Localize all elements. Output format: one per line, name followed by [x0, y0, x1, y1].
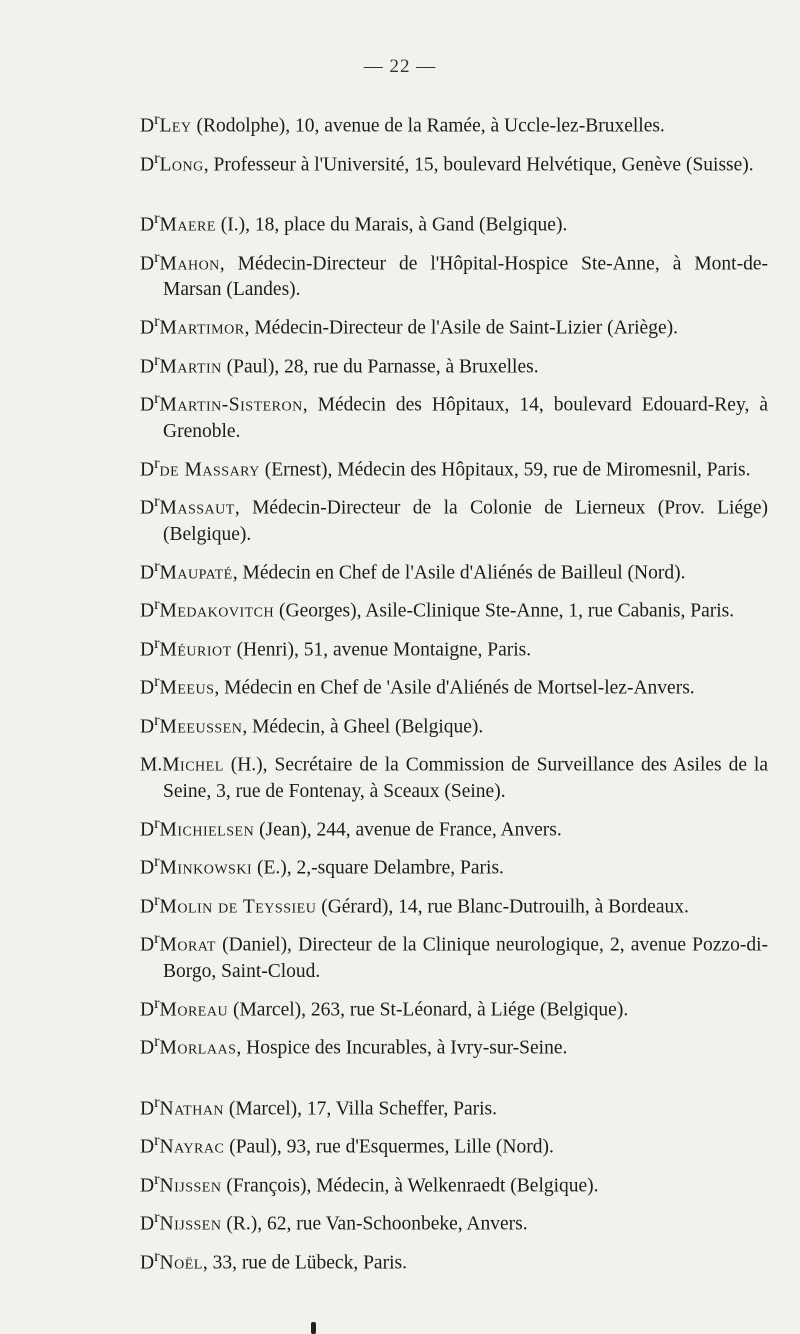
entry-name: Michel — [162, 754, 224, 776]
entry-name: Martin — [159, 356, 222, 377]
entry-title-sup: r — [154, 852, 160, 870]
entry-title: D — [140, 394, 155, 416]
entry-title-sup: r — [154, 595, 160, 613]
entry-title-sup: r — [154, 148, 160, 167]
entry-title: D — [140, 497, 155, 519]
entry-name: Nijssen — [159, 1213, 222, 1235]
entry-details: (Paul), 93, rue d'Esquermes, Lille (Nord). — [224, 1136, 554, 1158]
entry-title-sup: r — [154, 929, 160, 947]
list-entry — [140, 990, 768, 1024]
entry-title: D — [140, 819, 155, 840]
entry-details: (I.), 18, place du Marais, à Gand (Belgique). — [215, 214, 568, 236]
entry-title-sup: r — [154, 1246, 160, 1265]
entry-title: D — [140, 1213, 155, 1235]
entry-title: D — [140, 857, 155, 879]
entry-details: (Daniel), Directeur de la Clinique neurologique, 2, avenue Pozzo-di-Borgo, Saint-Cloud. — [163, 934, 768, 982]
entry-name: Maere — [159, 214, 216, 236]
list-entry — [140, 450, 768, 484]
list-entry — [140, 205, 768, 239]
entry-details: , 33, rue de Lübeck, Paris. — [202, 1252, 407, 1273]
entry-details: , Médecin des Hôpitaux, 14, boulevard Edouard-Rey, à Grenoble. — [163, 394, 768, 442]
entry-name: Méuriot — [159, 639, 232, 660]
list-entry — [140, 1243, 768, 1277]
list-entry — [140, 1127, 768, 1161]
entry-title-sup: r — [154, 389, 160, 407]
entry-details: , Médecin-Directeur de la Colonie de Lierneux (Prov. Liége) (Belgique). — [163, 497, 768, 545]
entry-details: (Paul), 28, rue du Parnasse, à Bruxelles. — [221, 356, 539, 377]
entry-details: (Ernest), Médecin des Hôpitaux, 59, rue de Miromesnil, Paris. — [259, 459, 751, 480]
entry-title-sup: r — [154, 813, 160, 832]
entry-title-sup: r — [154, 110, 160, 128]
list-entry — [140, 145, 768, 179]
entry-name: Michielsen — [159, 819, 255, 840]
list-entry — [140, 810, 768, 844]
entry-name: Meeussen — [159, 716, 243, 737]
list-entry — [140, 553, 768, 587]
list-entry — [140, 244, 768, 304]
entry-details: , Médecin en Chef de 'Asile d'Aliénés de Mortsel-lez-Anvers. — [214, 677, 695, 699]
entry-title: D — [140, 214, 155, 236]
entry-name: Martin-Sisteron — [159, 394, 303, 416]
entry-title: D — [140, 459, 155, 480]
list-entry — [140, 668, 768, 702]
entry-title: D — [140, 356, 155, 377]
entry-details: (R.), 62, rue Van-Schoonbeke, Anvers. — [221, 1213, 528, 1235]
list-entry — [140, 385, 768, 445]
entry-title: D — [140, 562, 155, 583]
entry-name: Ley — [159, 115, 192, 137]
entry-title-sup: r — [154, 209, 160, 227]
entry-title: D — [140, 115, 155, 137]
entry-title: D — [140, 934, 155, 956]
entry-name: Long — [159, 154, 204, 175]
entry-name: Massaut — [159, 497, 235, 519]
list-entry — [140, 347, 768, 381]
entry-details: (Henri), 51, avenue Montaigne, Paris. — [231, 639, 532, 660]
entry-title: D — [140, 317, 155, 339]
entry-title: D — [140, 677, 155, 699]
entry-title-sup: r — [154, 1032, 160, 1050]
list-entry — [140, 887, 768, 921]
page-number: — 22 — — [363, 56, 437, 77]
entry-details: (E.), 2,-square Delambre, Paris. — [252, 857, 504, 879]
list-entry — [140, 308, 768, 342]
entry-title: D — [140, 999, 155, 1020]
list-entry — [140, 848, 768, 882]
entry-details: , Médecin, à Gheel (Belgique). — [242, 716, 484, 737]
ink-mark — [311, 1322, 316, 1334]
entry-title-sup: r — [154, 492, 160, 510]
entry-details: (Jean), 244, avenue de France, Anvers. — [254, 819, 562, 840]
entry-title: D — [140, 639, 155, 660]
entry-name: Mahon — [159, 253, 220, 274]
entry-title: D — [140, 896, 155, 917]
entry-details: , Médecin-Directeur de l'Asile de Saint-Lizier (Ariège). — [244, 317, 678, 339]
entry-name: Maupaté — [159, 562, 233, 583]
entry-name: Morat — [159, 934, 216, 956]
list-entry — [140, 630, 768, 664]
entry-details: (Marcel), 263, rue St-Léonard, à Liége (Belgique). — [228, 999, 629, 1020]
entry-details: , Médecin en Chef de l'Asile d'Aliénés de Bailleul (Nord). — [232, 562, 686, 583]
entry-title: D — [140, 600, 155, 622]
entry-details: (François), Médecin, à Welkenraedt (Belgique). — [221, 1175, 599, 1196]
entry-name: de Massary — [159, 459, 260, 480]
entry-title: M. — [140, 754, 163, 776]
entry-title: D — [140, 253, 155, 274]
entry-title-sup: r — [154, 890, 160, 909]
entry-title: D — [140, 716, 155, 737]
entry-title: D — [140, 1252, 155, 1273]
entry-title-sup: r — [154, 247, 160, 266]
list-entry — [140, 1089, 768, 1123]
entry-name: Noël — [159, 1252, 203, 1273]
entry-details: (Rodolphe), 10, avenue de la Ramée, à Uccle-lez-Bruxelles. — [191, 115, 665, 137]
entry-title-sup: r — [154, 710, 160, 729]
entry-title: D — [140, 1136, 155, 1158]
list-entry — [140, 488, 768, 548]
entry-details: (H.), Secrétaire de la Commission de Surveillance des Asiles de la Seine, 3, rue de Fontenay, à Sceaux (Seine). — [163, 754, 768, 802]
entry-name: Martimor — [159, 317, 245, 339]
entry-name: Morlaas — [159, 1037, 237, 1059]
list-entry — [140, 745, 768, 805]
list-entry — [140, 707, 768, 741]
entry-title-sup: r — [154, 350, 160, 369]
entry-title-sup: r — [154, 633, 160, 652]
entry-title: D — [140, 1037, 155, 1059]
entry-title: D — [140, 1175, 155, 1196]
entry-title-sup: r — [154, 1169, 160, 1188]
entry-title-sup: r — [154, 1208, 160, 1226]
entry-details: , Médecin-Directeur de l'Hôpital-Hospice Ste-Anne, à Mont-de-Marsan (Landes). — [163, 253, 768, 300]
list-entry — [140, 1166, 768, 1200]
entry-title-sup: r — [154, 312, 160, 330]
entry-title-sup: r — [154, 993, 160, 1012]
list-entry — [140, 106, 768, 140]
entry-name: Nathan — [159, 1098, 225, 1119]
entry-details: , Professeur à l'Université, 15, boulevard Helvétique, Genève (Suisse). — [203, 154, 754, 175]
entry-title: D — [140, 1098, 155, 1119]
entry-name: Molin de Teyssieu — [159, 896, 317, 917]
entry-title-sup: r — [154, 453, 160, 472]
list-entry — [140, 925, 768, 985]
member-list — [140, 106, 768, 1281]
entry-details: , Hospice des Incurables, à Ivry-sur-Seine. — [236, 1037, 568, 1059]
entry-title-sup: r — [154, 1092, 160, 1111]
list-entry — [140, 1028, 768, 1062]
entry-title-sup: r — [154, 672, 160, 690]
entry-name: Medakovitch — [159, 600, 275, 622]
list-entry — [140, 1204, 768, 1238]
entry-title-sup: r — [154, 1131, 160, 1149]
entry-title-sup: r — [154, 556, 160, 575]
entry-name: Nayrac — [159, 1136, 225, 1158]
entry-details: (Gérard), 14, rue Blanc-Dutrouilh, à Bordeaux. — [316, 896, 689, 917]
entry-details: (Georges), Asile-Clinique Ste-Anne, 1, rue Cabanis, Paris. — [274, 600, 735, 622]
list-entry — [140, 591, 768, 625]
entry-name: Meeus — [159, 677, 215, 699]
entry-name: Nijssen — [159, 1175, 222, 1196]
entry-name: Minkowski — [159, 857, 253, 879]
entry-name: Moreau — [159, 999, 229, 1020]
entry-title: D — [140, 154, 155, 175]
entry-details: (Marcel), 17, Villa Scheffer, Paris. — [224, 1098, 497, 1119]
